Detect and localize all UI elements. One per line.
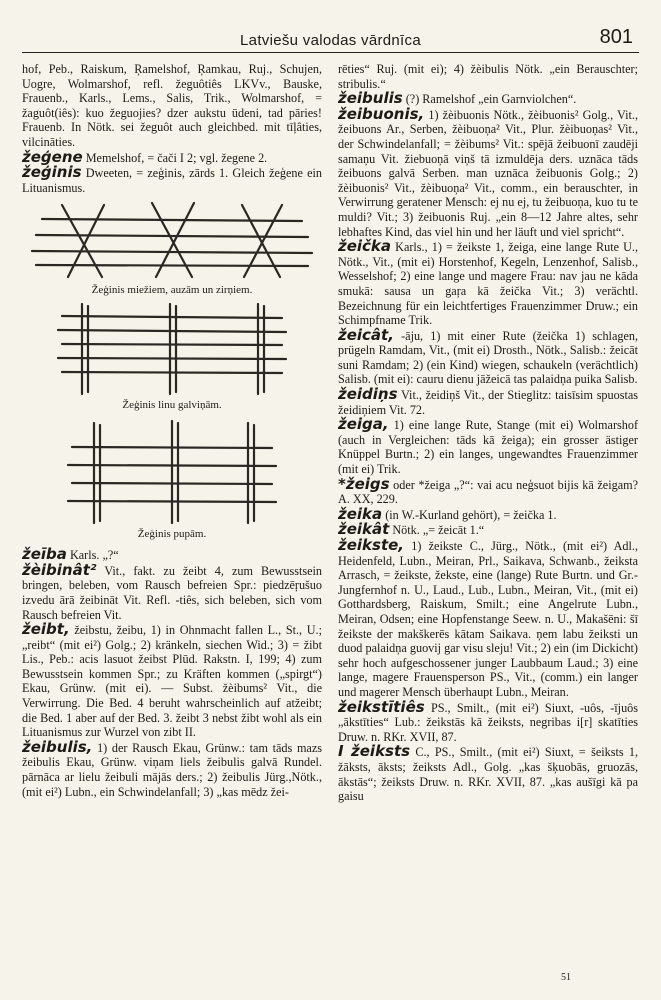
headword: žeikstītiês [338,697,425,716]
entry-text: (?) Ramelshof „ein Garnviolchen“. [402,92,577,107]
entry-text: 1) žeikste C., Jürg., Nötk., (mit ei²) Adl., Heidenfeld, Lubn., Meiran, Prl., Saikava, Schwanb., žeiksta Arrasch, = žeikste, žekste, eine (lange) Rute Burtn. und Gr.-Jungfernhof n. U., Laud., Lub., Lubn., Meiran, Vit., (mit ei) Gotthardsberg, Raiskum, Smilt.; eine Angelrute Lubn., Meiran, Odsen; eine Hopfenstange Seew. n. U., Makašēni: šī žeikste der makškerēs kātam Saikava. ņem labu žeiksti un duod palaidņa guovij gar visu sleju! Vit.; 2) ein (im Dickicht) sehr hoch aufgeschossener junger Laubbaum Laud.; 3) eine lange, magere Frauensperson PS., Vit., (comm.) ein langer und magerer Mensch überhaupt Lubn., Meiran. [338,539,638,699]
entry-zeikstities [338,697,638,745]
entry-text: C., PS., Smilt., (mit ei²) Siuxt, = šeiksts 1, žāksts, āksts; žeiksts Adl., Golg. „kas šķuobās, gruozās, ākstās“; žeiksts Druw. n. RKr. XVII, 87. „kas aušīgi kā pa gaisu [338,745,638,804]
headword: žeidiņs [338,385,398,404]
right-column [338,62,638,804]
illustration-rack-beans [22,417,322,525]
entry-text: Vit., fakt. zu žeibt 4, zum Bewusstsein bringen, beleben, vom Rausch befreien Spr.: piedzēŗušuo izvedu ārā žeibināt Vit. Refl. -tiês, sich beleben, sich vom Rausch befreien Vit. [22,563,322,622]
left-column [22,62,322,799]
headword: žeibt, [22,620,70,639]
entry-zeginis [22,165,322,195]
page-number: 801 [599,26,633,48]
folio-number: 51 [561,972,571,983]
header-rule [22,52,639,53]
headword: žeicât, [338,325,394,344]
figure-caption: Žeģinis pupām. [137,527,207,540]
entry-text: Memelshof, = čači I 2; vgl. žegene 2. [82,150,268,165]
illustration-rack-grain [22,199,322,281]
entry-text: (in W.-Kurland gehört), = žeička 1. [382,507,557,522]
entry-zeibulis [22,737,322,799]
headword: žeikste, [338,536,404,554]
figure-caption: Žeģinis miežiem, auzām un zirņiem. [91,284,253,297]
headword: žèibinât² [22,560,97,579]
entry-zeiksts [338,744,638,803]
entry-zeicat [338,325,638,387]
entry-zeiga [338,417,638,476]
entry-zeicka [338,239,638,328]
headword: žeība [22,545,67,564]
entry-text: Karls. „?“ [66,548,119,563]
entry-zeibuonis [338,104,638,239]
entry-zeibt [22,622,322,740]
entry-text: oder *žeiga „?“: vai acu neģsuot bijis kā žeigam? A. XX, 229. [338,477,638,507]
figure-hay-rack-3 [22,417,322,542]
entry-text: 1) der Rausch Ekau, Grünw.: tam tāds mazs žeibulis Ekau, Grünw. viņam liels žeibulis galvā Rundel. pārnāca ar lielu žeibuli mājās ders.; 2) žeibulis Jürg.,Nötk.,(mit ei²) Lubn., ein Schwindelanfall; 3) „kas mēdz žei- [22,740,322,799]
figure-caption: Žeģinis linu galviņām. [122,398,222,411]
entry-text: -āju, 1) mit einer Rute (žeička 1) schlagen, prügeln Ramdam, Vit., (mit ei) Drosth., Nötk., Salisb.: žeicāt suni Ramdam; 2) (ein Kind) wiegen, schaukeln (verächtlich) Salisb. (mit ei): cauru dienu jāžeicā tas palaidņa puika Salisb. [338,328,638,387]
entry-text: PS., Smilt., (mit ei²) Siuxt, -uôs, -ījuôs „ākstīties“ Lub.: žeikstās kā žeiksts, negribas i[r] skatīties Druw. n. RKr. XVII, 87. [338,700,638,744]
entry-text: Dweeten, = zeģinis, zārds 1. Gleich žeģene ein Lituanismus. [22,166,322,195]
headword: žeģene [22,147,83,166]
headword: žeika [338,504,383,523]
headword: žeiga, [338,415,389,434]
entry-zeigs [338,474,638,507]
headword: žeička [338,237,392,256]
headword: žeģinis [22,163,82,182]
headword: I žeiksts [338,742,411,761]
entry-zeikste [338,538,638,700]
entry-text: Vit., žeidiņš Vit., der Stieglitz: taisīsim spuostas žeidiņiem Vit. 72. [338,388,638,417]
illustration-rack-flax [22,302,322,396]
headword: žeibuonis, [338,104,425,123]
entry-zeibinat [22,560,322,622]
entry-text: Nötk. „= žeicāt 1.“ [389,523,485,538]
headword: žeibulis [338,89,403,108]
headword: žeibulis, [22,737,93,756]
headword: žeikât [338,520,390,539]
entry-text: 1) žèibuonis Nötk., žèibuonis² Golg., Vit., žeibuons Ar., Serben, žèibuoņa² Vit., Plur. žèibuoņas² Vit., der Schwindelanfall; = žèibums² Vit.: spējā žeibuonī zaudēji samaņu Vit. žiebuoņā viņš tā izmuldēja ders. uznāca tāds žeibuons galvā Serben. man uznāca žeibuonis Golg.; 2) žèibuonis² Vit., žèibuoņa² Vit., comm., ein berauschter, in Verwirrung geratener Mensch: ej nu ej, tu žeibuoņa, kuo tu te muldi? Vit.; 3) žeibuonis Ruj. „ein 8—12 Jahre altes, sehr lebhaftes Kind, das viel hin und her läuft und viel spricht“. [338,107,638,239]
figure-hay-rack-1 [22,199,322,298]
entry-text: Karls., 1) = žeikste 1, žeiga, eine lange Rute U., Nötk., Vit., (mit ei) Horstenhof, Kegeln, Lenzenhof, Salisb., Wesselshof; 2) eine lange und magere Frau: nav jau ne kāda smukā: sausa un gaŗa kā žeička Vit.; 3) verächtl. Bezeichnung für ein leichtfertiges Frauenzimmer Druw.; ein Schimpfname Trik. [338,240,638,328]
figure-hay-rack-2 [22,302,322,413]
entry-continuation: hof, Peb., Raiskum, Ŗamelshof, Ŗamkau, Ruj., Schujen, Uogre, Wolmarshof, refl. žeguôtiês LKVv., Bauske, Frauenb., Karls., Lems., Salis, Trik., Wolmarshof, = žaguôt(iês): kuo žeguojies? dzer aukstu ūdeni, tad pāries! Frauenb. In Nötk. sei žeguôt auch gleichbed. mit tīļâties, vilcināties. [22,62,322,149]
entry-text: 1) eine lange Rute, Stange (mit ei) Wolmarshof (auch in Vergleichen: tāds kā žeiga); ein grosser ästiger Knüppel Burtn.; 2) ein langes, ungewandtes Frauenzimmer (mit ei) Trik. [338,418,638,477]
headword: *žeigs [338,474,390,493]
page-header [0,0,661,50]
entry-continuation: rēties“ Ruj. (mit ei); 4) žèibulis Nötk. „ein Berauschter; stribulis.“ [338,62,638,91]
running-title: Latviešu valodas vārdnīca [240,32,421,49]
entry-zeidins [338,387,638,417]
entry-text: žeibstu, žeibu, 1) in Ohnmacht fallen L., St., U.; „reibt“ (mit ei²) Golg.; 2) kränkeln, siechen Wid.; 3) = žibt Lis., Peb.: acis lasuot žeibst Plūd. Rakstn. I, 199; 4) zum Bewusstsein kommen Spr.; zu Kräften kommen („spirgt“) Ekau, Grünw. (mit ei). — Subst. žèibums² Vit., die Verwirrung. Die Bed. 4 beruht wahrscheinlich auf atžeibt; die Bed. 1 aber auf der Bed. 3. žeibt 3 nebst žibt wohl als ein Lituanismus zur Wurzel von zibt II. [22,623,322,740]
